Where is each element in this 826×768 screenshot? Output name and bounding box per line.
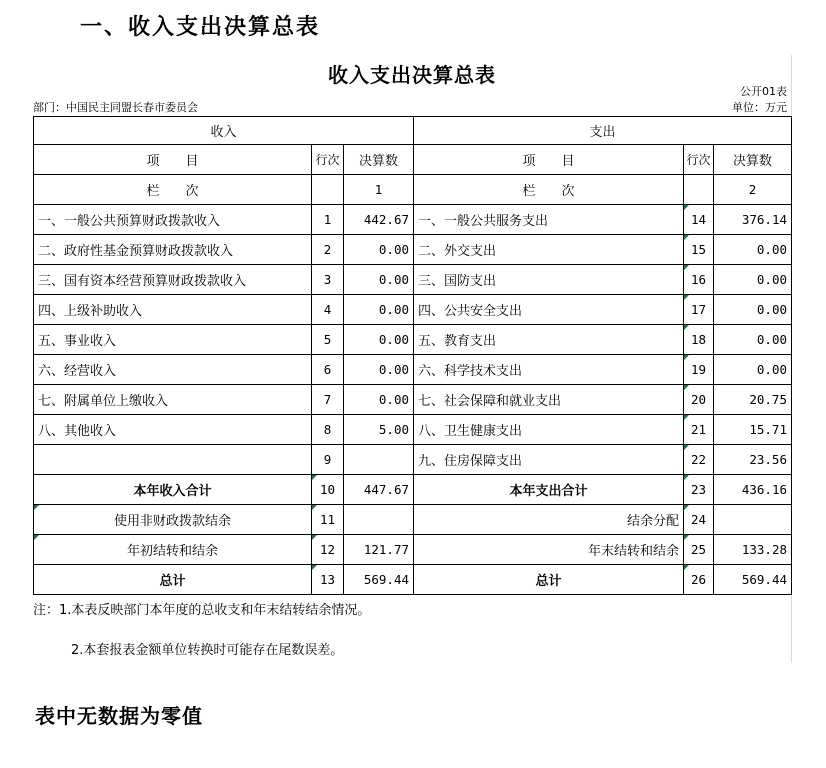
expense-amount: 0.00 — [714, 355, 792, 385]
surplus-distribution-label: 结余分配 — [414, 505, 684, 535]
income-amount: 0.00 — [344, 265, 414, 295]
income-item: 四、上级补助收入 — [34, 295, 312, 325]
expense-item: 一、一般公共服务支出 — [414, 205, 684, 235]
expense-item: 二、外交支出 — [414, 235, 684, 265]
expense-item: 五、教育支出 — [414, 325, 684, 355]
begin-balance-amount: 121.77 — [344, 535, 414, 565]
carryover-row — [34, 535, 792, 565]
income-amount: 0.00 — [344, 235, 414, 265]
empty-cell — [312, 175, 344, 205]
table-row — [34, 445, 792, 475]
income-amount-header: 决算数 — [344, 145, 414, 175]
expense-row-no: 20 — [684, 385, 714, 415]
expense-row-no: 22 — [684, 445, 714, 475]
expense-item: 六、科学技术支出 — [414, 355, 684, 385]
department-label: 部门：中国民主同盟长春市委员会 — [33, 101, 198, 114]
grand-income-label: 总计 — [34, 565, 312, 595]
income-header: 收入 — [34, 117, 414, 145]
income-row-no: 9 — [312, 445, 344, 475]
note-1: 注：1.本表反映部门本年度的总收支和年末结转结余情况。 — [33, 603, 371, 618]
income-row-no: 4 — [312, 295, 344, 325]
expense-amount-header: 决算数 — [714, 145, 792, 175]
income-amount: 442.67 — [344, 205, 414, 235]
expense-lanci-label: 栏 次 — [414, 175, 684, 205]
unit-label: 单位：万元 — [732, 101, 787, 114]
expense-amount: 23.56 — [714, 445, 792, 475]
income-item: 七、附属单位上缴收入 — [34, 385, 312, 415]
year-expense-total-no: 23 — [684, 475, 714, 505]
income-item: 三、国有资本经营预算财政拨款收入 — [34, 265, 312, 295]
expense-row-no-header: 行次 — [684, 145, 714, 175]
grand-income-amount: 569.44 — [344, 565, 414, 595]
column-header-row — [34, 145, 792, 175]
begin-balance-label: 年初结转和结余 — [34, 535, 312, 565]
surplus-distribution-amount — [714, 505, 792, 535]
report-sheet — [33, 55, 792, 663]
expense-amount: 15.71 — [714, 415, 792, 445]
expense-amount: 0.00 — [714, 325, 792, 355]
expense-item: 八、卫生健康支出 — [414, 415, 684, 445]
balance-row — [34, 505, 792, 535]
year-expense-total-label: 本年支出合计 — [414, 475, 684, 505]
year-expense-total-amount: 436.16 — [714, 475, 792, 505]
expense-row-no: 21 — [684, 415, 714, 445]
income-lanci-label: 栏 次 — [34, 175, 312, 205]
column-number-row — [34, 175, 792, 205]
income-amount: 0.00 — [344, 355, 414, 385]
table-row — [34, 235, 792, 265]
income-item: 六、经营收入 — [34, 355, 312, 385]
income-row-no: 7 — [312, 385, 344, 415]
non-fiscal-balance-amount — [344, 505, 414, 535]
income-amount: 0.00 — [344, 325, 414, 355]
end-balance-amount: 133.28 — [714, 535, 792, 565]
year-total-row — [34, 475, 792, 505]
income-expense-table — [33, 116, 792, 595]
year-income-total-no: 10 — [312, 475, 344, 505]
expense-amount: 0.00 — [714, 295, 792, 325]
income-row-no: 6 — [312, 355, 344, 385]
expense-item: 九、住房保障支出 — [414, 445, 684, 475]
income-row-no-header: 行次 — [312, 145, 344, 175]
expense-row-no: 15 — [684, 235, 714, 265]
expense-amount: 376.14 — [714, 205, 792, 235]
expense-item-header: 项 目 — [414, 145, 684, 175]
table-row — [34, 205, 792, 235]
begin-balance-no: 12 — [312, 535, 344, 565]
income-row-no: 2 — [312, 235, 344, 265]
table-row — [34, 265, 792, 295]
expense-col-number: 2 — [714, 175, 792, 205]
table-row — [34, 355, 792, 385]
year-income-total-label: 本年收入合计 — [34, 475, 312, 505]
footer-note: 表中无数据为零值 — [35, 704, 203, 728]
surplus-distribution-no: 24 — [684, 505, 714, 535]
grand-expense-no: 26 — [684, 565, 714, 595]
page-heading: 一、收入支出决算总表 — [80, 15, 321, 40]
empty-cell — [684, 175, 714, 205]
expense-row-no: 17 — [684, 295, 714, 325]
non-fiscal-balance-label: 使用非财政拨款结余 — [34, 505, 312, 535]
income-item: 八、其他收入 — [34, 415, 312, 445]
note-2: 2.本套报表金额单位转换时可能存在尾数误差。 — [71, 643, 344, 658]
table-row — [34, 325, 792, 355]
income-row-no: 1 — [312, 205, 344, 235]
table-row — [34, 415, 792, 445]
grand-expense-amount: 569.44 — [714, 565, 792, 595]
expense-amount: 0.00 — [714, 265, 792, 295]
expense-header: 支出 — [414, 117, 792, 145]
expense-item: 七、社会保障和就业支出 — [414, 385, 684, 415]
expense-row-no: 19 — [684, 355, 714, 385]
income-amount: 5.00 — [344, 415, 414, 445]
expense-row-no: 16 — [684, 265, 714, 295]
income-row-no: 8 — [312, 415, 344, 445]
non-fiscal-balance-no: 11 — [312, 505, 344, 535]
income-item: 一、一般公共预算财政拨款收入 — [34, 205, 312, 235]
income-amount: 0.00 — [344, 295, 414, 325]
sheet-title: 收入支出决算总表 — [328, 63, 496, 87]
expense-row-no: 18 — [684, 325, 714, 355]
expense-amount: 20.75 — [714, 385, 792, 415]
grand-income-no: 13 — [312, 565, 344, 595]
form-number: 公开01表 — [740, 85, 787, 98]
expense-item: 四、公共安全支出 — [414, 295, 684, 325]
income-amount — [344, 445, 414, 475]
income-item: 五、事业收入 — [34, 325, 312, 355]
income-col-number: 1 — [344, 175, 414, 205]
year-income-total-amount: 447.67 — [344, 475, 414, 505]
table-row — [34, 385, 792, 415]
income-item: 二、政府性基金预算财政拨款收入 — [34, 235, 312, 265]
expense-item: 三、国防支出 — [414, 265, 684, 295]
income-item — [34, 445, 312, 475]
income-amount: 0.00 — [344, 385, 414, 415]
income-row-no: 5 — [312, 325, 344, 355]
income-item-header: 项 目 — [34, 145, 312, 175]
section-header-row — [34, 117, 792, 145]
expense-row-no: 14 — [684, 205, 714, 235]
income-row-no: 3 — [312, 265, 344, 295]
end-balance-label: 年末结转和结余 — [414, 535, 684, 565]
grand-total-row — [34, 565, 792, 595]
grand-expense-label: 总计 — [414, 565, 684, 595]
expense-amount: 0.00 — [714, 235, 792, 265]
end-balance-no: 25 — [684, 535, 714, 565]
table-row — [34, 295, 792, 325]
